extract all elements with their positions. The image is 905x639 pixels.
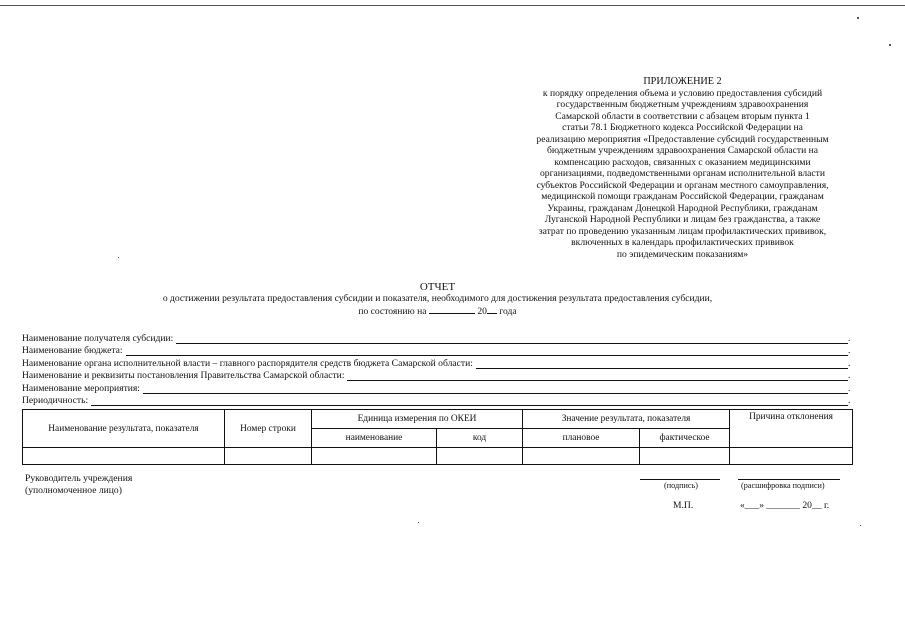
header-value-actual: фактическое [640, 429, 730, 448]
cell-result-name[interactable] [23, 448, 225, 465]
appendix-line: статьи 78.1 Бюджетного кодекса Российской Федерации на [562, 122, 803, 133]
header-value: Значение результата, показателя [523, 410, 730, 429]
field-label: Наименование бюджета: [22, 345, 123, 356]
scan-speck [857, 17, 859, 19]
signature-date[interactable]: «___» _______ 20__ г. [740, 500, 830, 511]
table-header-row [23, 410, 853, 429]
header-reason: Причина отклонения [730, 410, 853, 448]
scan-edge-line [0, 5, 905, 6]
report-title: ОТЧЕТ [419, 281, 456, 293]
appendix-line: Луганской Народной Республики и лицам без гражданства, а также [544, 214, 821, 225]
field-label: Наименование мероприятия: [22, 382, 140, 394]
header-value-planned: плановое [523, 429, 640, 448]
appendix-line: бюджетным учреждениям здравоохранения Самарской области на [546, 145, 819, 156]
report-fields [22, 331, 852, 406]
field-end: . [848, 395, 851, 406]
field-end: . [848, 357, 851, 369]
signatory-line1: Руководитель учреждения [25, 473, 133, 484]
field-input-line[interactable] [476, 360, 848, 369]
field-input-line[interactable] [91, 397, 848, 406]
signature-line[interactable] [640, 479, 720, 480]
scan-speck [860, 525, 861, 526]
field-label: Наименование получателя субсидии: [22, 332, 174, 344]
appendix-line: субъектов Российской Федерации и органам местного самоуправления, [536, 179, 829, 191]
decoding-caption: (расшифровка подписи) [741, 481, 825, 490]
appendix-line: к порядку определения объема и условию предоставления субсидий [542, 87, 823, 99]
field-end: . [848, 370, 851, 381]
cell-row-number[interactable] [225, 448, 312, 465]
signatory-line2: (уполномоченное лицо) [25, 485, 122, 496]
signatory-label [25, 473, 132, 497]
decoding-line[interactable] [738, 479, 840, 480]
cell-unit-code[interactable] [437, 448, 523, 465]
appendix-line: медицинской помощи гражданам Российской Федерации, гражданам [541, 191, 824, 202]
field-input-line[interactable] [347, 372, 848, 381]
as-of-suffix: года [499, 306, 517, 317]
appendix-line: Украины, гражданам Донецкой Народной Республики, гражданам [547, 202, 818, 214]
field-label: Наименование органа исполнительной власти – главного распорядителя средств бюджета Самарской области: [22, 357, 473, 369]
as-of-prefix: по состоянию на [358, 306, 427, 317]
field-label: Периодичность: [22, 395, 89, 406]
appendix-line: реализацию мероприятия «Предоставление субсидий государственным [536, 133, 829, 145]
table-row [23, 448, 853, 465]
header-unit-name: наименование [312, 429, 437, 448]
cell-unit-name[interactable] [312, 448, 437, 465]
field-input-line[interactable] [126, 347, 848, 356]
appendix-line: Самарской области в соответствии с абзацем вторым пункта 1 [555, 110, 810, 122]
header-unit-code: код [437, 429, 523, 448]
header-unit: Единица измерения по ОКЕИ [312, 410, 523, 429]
field-end: . [848, 332, 851, 344]
field-activity [22, 381, 852, 394]
as-of-date-blank[interactable] [429, 304, 475, 314]
as-of-year: 20 [477, 306, 487, 317]
field-periodicity [22, 394, 852, 407]
appendix-title: ПРИЛОЖЕНИЕ 2 [643, 76, 722, 87]
cell-reason[interactable] [730, 448, 853, 465]
report-subtitle-text: о достижении результата предоставления субсидии и показателя, необходимого для достижения результата предоставления субсидии, [162, 293, 713, 304]
field-resolution [22, 369, 852, 382]
field-authority [22, 356, 852, 369]
field-budget [22, 344, 852, 357]
cell-value-planned[interactable] [523, 448, 640, 465]
header-result-name: Наименование результата, показателя [23, 410, 225, 448]
field-end: . [848, 382, 851, 394]
field-input-line[interactable] [176, 335, 848, 344]
appendix-line: организациями, подведомственными органам исполнительной власти [539, 168, 825, 179]
appendix-block [505, 76, 860, 260]
cell-value-actual[interactable] [640, 448, 730, 465]
appendix-line: компенсацию расходов, связанных с оказанием медицинскими [554, 156, 811, 168]
stamp-place: М.П. [673, 500, 694, 511]
signature-caption: (подпись) [664, 481, 698, 490]
appendix-text [505, 88, 860, 261]
field-input-line[interactable] [143, 385, 848, 394]
scan-speck [118, 257, 119, 258]
field-end: . [848, 345, 851, 356]
field-recipient [22, 331, 852, 344]
report-table [22, 409, 853, 465]
report-subtitle [0, 293, 875, 317]
scan-speck [889, 44, 891, 46]
as-of-year-blank[interactable] [487, 304, 497, 314]
appendix-line: по эпидемическим показаниям» [616, 248, 749, 260]
header-row-number: Номер строки [225, 410, 312, 448]
report-as-of [0, 304, 875, 317]
scan-speck [418, 522, 419, 523]
field-label: Наименование и реквизиты постановления Правительства Самарской области: [22, 370, 345, 381]
appendix-line: затрат по проведению указанным лицам профилактических прививок, [538, 225, 827, 237]
appendix-line: государственным бюджетным учреждениям здравоохранения [556, 99, 809, 110]
appendix-line: включенных в календарь профилактических прививок [571, 237, 794, 248]
